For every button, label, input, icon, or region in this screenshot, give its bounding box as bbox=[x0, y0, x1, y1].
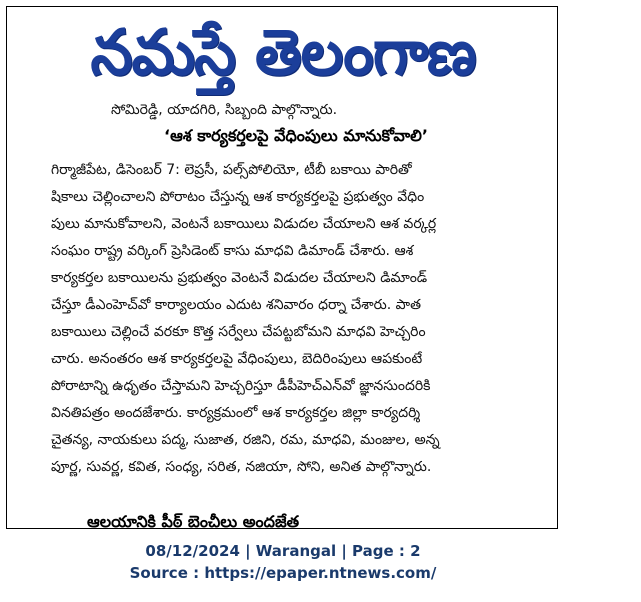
previous-article-tail: సోమిరెడ్డి, యాదగిరి, సిబ్బంది పాల్గొన్నారు. bbox=[111, 102, 338, 118]
article-body-line: కార్యకర్తల బకాయిలను ప్రభుత్వం వెంటనే విడుదల చేయాలని డిమాండ్ bbox=[51, 270, 428, 286]
newspaper-masthead bbox=[7, 7, 559, 99]
clipping-frame bbox=[6, 6, 558, 529]
next-article-headline-cutoff bbox=[87, 507, 447, 531]
article-body-line: చారు. అనంతరం ఆశ కార్యకర్తలపై వేధింపులు, బెదిరింపులు ఆపకుంటే bbox=[51, 351, 423, 367]
source-link[interactable]: Source : https://epaper.ntnews.com/ bbox=[129, 564, 437, 582]
newspaper-logo: నమస్తే తెలంగాణ bbox=[90, 16, 476, 90]
clipping-footer bbox=[0, 540, 566, 584]
publication-info: 08/12/2024 | Warangal | Page : 2 bbox=[145, 542, 421, 560]
article-body-line: పూర్ణ, సువర్ణ, కవిత, సంధ్య, సరిత, నజియా, సోని, అనిత పాల్గొన్నారు. bbox=[51, 459, 432, 475]
article-body-line: చైతన్య, నాయకులు పద్మ, సుజాత, రజిని, రమ, మాధవి, మంజుల, అన్న bbox=[51, 432, 440, 448]
article-body-line: వినతిపత్రం అందజేశారు. కార్యక్రమంలో ఆశ కార్యకర్తల జిల్లా కార్యదర్శి bbox=[51, 405, 421, 421]
article-headline: ‘ఆశ కార్యకర్తలపై వేధింపులు మానుకోవాలి’ bbox=[164, 126, 428, 145]
article-body-line: సంఘం రాష్ట్ర వర్కింగ్ ప్రెసిడెంట్ కాసు మాధవి డిమాండ్ చేశారు. ఆశ bbox=[51, 243, 414, 259]
article-body-line: బకాయిలు చెల్లించే వరకూ కొత్త సర్వేలు చేపట్టబోమని మాధవి హెచ్చరిం bbox=[51, 324, 426, 340]
article-body-line: చేస్తూ డీఎంహెచ్‌వో కార్యాలయం ఎదుట శనివారం ధర్నా చేశారు. పాత bbox=[51, 297, 422, 313]
article-body-line: షికాలు చెల్లించాలని పోరాటం చేస్తున్న ఆశ కార్యకర్తలపై ప్రభుత్వం వేధిం bbox=[51, 189, 425, 205]
article-body bbox=[51, 157, 641, 481]
article bbox=[111, 99, 541, 151]
next-article-headline: ఆలయానికి పీఠ్ బెంచీలు అందజేత bbox=[87, 512, 300, 531]
article-body-line: పోరాటాన్ని ఉధృతం చేస్తామని హెచ్చరిస్తూ డీపీహెచ్‌ఎన్‌వో జ్ఞానసుందరికి bbox=[51, 378, 431, 394]
article-body-line: పులు మానుకోవాలని, వెంటనే బకాయిలు విడుదల చేయాలని ఆశ వర్కర్ల bbox=[51, 216, 437, 232]
article-body-line: గిర్మాజీపేట, డిసెంబర్ 7: లెప్రసీ, పల్స్‌పోలియో, టీబీ బకాయి పారితో bbox=[51, 162, 412, 178]
